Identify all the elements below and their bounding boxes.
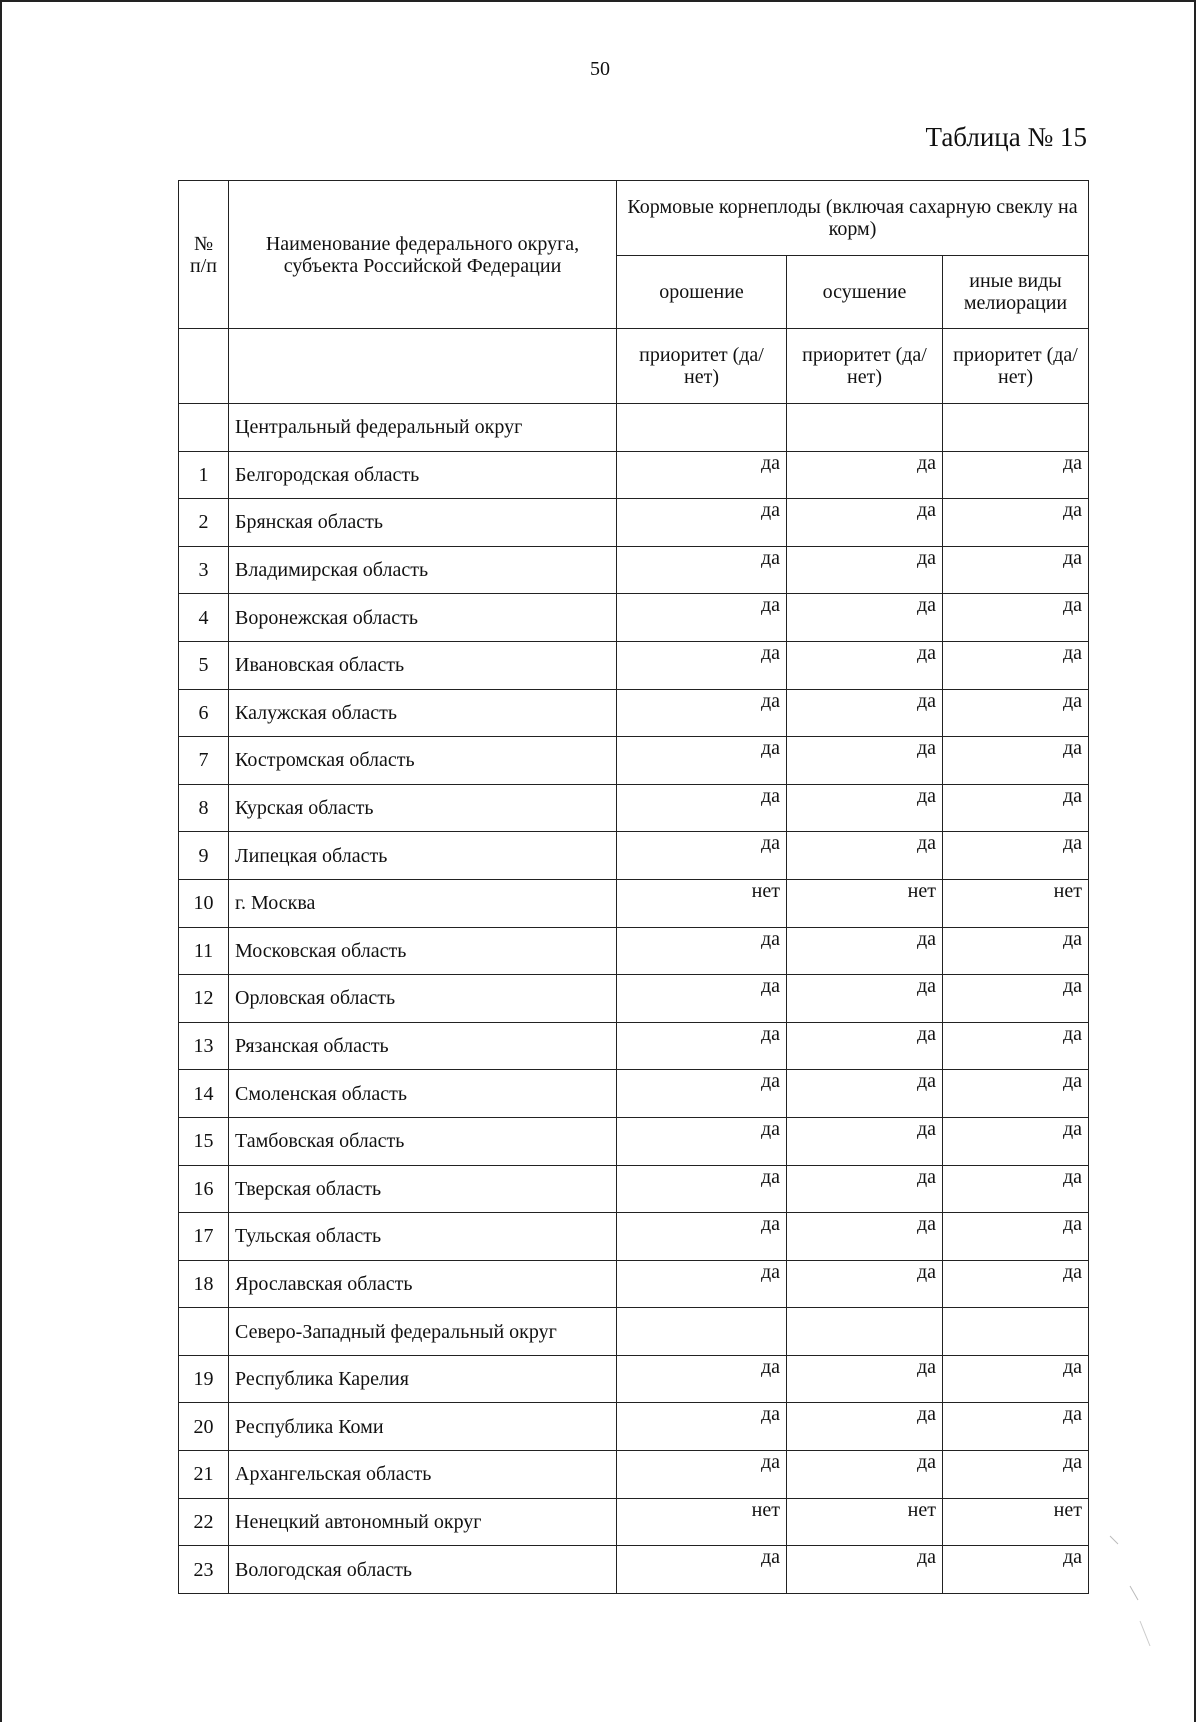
table-row (179, 689, 1089, 737)
drainage-priority: да (787, 1165, 943, 1213)
table-row (179, 927, 1089, 975)
drainage-priority: да (787, 1022, 943, 1070)
table-row (179, 1165, 1089, 1213)
irrigation-priority: да (617, 1213, 787, 1261)
subject-name: Тамбовская область (229, 1117, 617, 1165)
other-priority: да (943, 1403, 1089, 1451)
district-name: Северо-Западный федеральный округ (229, 1308, 617, 1356)
drainage-priority: да (787, 499, 943, 547)
drainage-priority: да (787, 737, 943, 785)
header-other: иные виды мелиорации (943, 256, 1089, 329)
other-priority: да (943, 1070, 1089, 1118)
other-priority: нет (943, 879, 1089, 927)
other-priority: да (943, 1213, 1089, 1261)
subject-name: Архангельская область (229, 1451, 617, 1499)
irrigation-priority: да (617, 499, 787, 547)
subject-name: г. Москва (229, 879, 617, 927)
other-priority: да (943, 1355, 1089, 1403)
row-number: 8 (179, 784, 229, 832)
table-row (179, 1117, 1089, 1165)
table-title: Таблица № 15 (925, 122, 1087, 152)
irrigation-priority: да (617, 1403, 787, 1451)
row-number: 23 (179, 1546, 229, 1594)
other-priority: да (943, 1165, 1089, 1213)
other-priority: да (943, 546, 1089, 594)
row-number: 20 (179, 1403, 229, 1451)
subject-name: Тульская область (229, 1213, 617, 1261)
header-group: Кормовые корнеплоды (включая сахарную свеклу на корм) (617, 181, 1089, 256)
other-priority: да (943, 499, 1089, 547)
subject-name: Ненецкий автономный округ (229, 1498, 617, 1546)
irrigation-priority: да (617, 784, 787, 832)
subject-name: Орловская область (229, 975, 617, 1023)
irrigation-priority: да (617, 832, 787, 880)
drainage-priority: да (787, 1546, 943, 1594)
header-drainage: осушение (787, 256, 943, 329)
other-priority: да (943, 689, 1089, 737)
irrigation-priority: да (617, 975, 787, 1023)
irrigation-priority: да (617, 1117, 787, 1165)
row-number: 11 (179, 927, 229, 975)
drainage-priority: да (787, 641, 943, 689)
subject-name: Воронежская область (229, 594, 617, 642)
district-row (179, 1308, 1089, 1356)
drainage-priority: да (787, 594, 943, 642)
header-name: Наименование федерального округа, субъекта Российской Федерации (229, 181, 617, 329)
district-empty-cell (943, 1308, 1089, 1356)
table-row (179, 546, 1089, 594)
drainage-priority: да (787, 1451, 943, 1499)
table-body (179, 404, 1089, 1594)
row-number: 5 (179, 641, 229, 689)
row-number: 12 (179, 975, 229, 1023)
other-priority: да (943, 641, 1089, 689)
subject-name: Владимирская область (229, 546, 617, 594)
table-row (179, 499, 1089, 547)
other-priority: да (943, 784, 1089, 832)
irrigation-priority: да (617, 641, 787, 689)
other-priority: да (943, 975, 1089, 1023)
header-priority: приоритет (да/нет) (787, 329, 943, 404)
drainage-priority: да (787, 784, 943, 832)
subject-name: Калужская область (229, 689, 617, 737)
irrigation-priority: да (617, 594, 787, 642)
row-number: 6 (179, 689, 229, 737)
table-row (179, 737, 1089, 785)
row-number: 4 (179, 594, 229, 642)
table-row (179, 1498, 1089, 1546)
table-row (179, 594, 1089, 642)
table-row (179, 1451, 1089, 1499)
table-row (179, 784, 1089, 832)
other-priority: да (943, 594, 1089, 642)
table-row (179, 975, 1089, 1023)
irrigation-priority: да (617, 1260, 787, 1308)
irrigation-priority: да (617, 689, 787, 737)
drainage-priority: да (787, 546, 943, 594)
other-priority: да (943, 1117, 1089, 1165)
header-priority: приоритет (да/нет) (943, 329, 1089, 404)
district-num-cell (179, 404, 229, 452)
table-row (179, 1022, 1089, 1070)
irrigation-priority: да (617, 546, 787, 594)
subject-name: Московская область (229, 927, 617, 975)
district-empty-cell (787, 1308, 943, 1356)
row-number: 9 (179, 832, 229, 880)
table-row (179, 451, 1089, 499)
drainage-priority: да (787, 1117, 943, 1165)
table-row (179, 832, 1089, 880)
district-row (179, 404, 1089, 452)
subject-name: Рязанская область (229, 1022, 617, 1070)
other-priority: да (943, 1260, 1089, 1308)
subject-name: Костромская область (229, 737, 617, 785)
district-name: Центральный федеральный округ (229, 404, 617, 452)
priority-table (178, 180, 1089, 1594)
row-number: 22 (179, 1498, 229, 1546)
header-num: № п/п (179, 181, 229, 329)
row-number: 15 (179, 1117, 229, 1165)
other-priority: да (943, 737, 1089, 785)
row-number: 16 (179, 1165, 229, 1213)
drainage-priority: нет (787, 879, 943, 927)
subject-name: Липецкая область (229, 832, 617, 880)
drainage-priority: да (787, 1070, 943, 1118)
irrigation-priority: да (617, 737, 787, 785)
irrigation-priority: да (617, 1355, 787, 1403)
table-row (179, 1213, 1089, 1261)
irrigation-priority: да (617, 1451, 787, 1499)
drainage-priority: да (787, 832, 943, 880)
scan-marks (1100, 1526, 1160, 1656)
irrigation-priority: да (617, 451, 787, 499)
row-number: 19 (179, 1355, 229, 1403)
row-number: 2 (179, 499, 229, 547)
drainage-priority: да (787, 689, 943, 737)
table-row (179, 1546, 1089, 1594)
subject-name: Белгородская область (229, 451, 617, 499)
row-number: 17 (179, 1213, 229, 1261)
table-row (179, 1070, 1089, 1118)
district-empty-cell (787, 404, 943, 452)
drainage-priority: да (787, 1260, 943, 1308)
header-irrigation: орошение (617, 256, 787, 329)
drainage-priority: да (787, 1403, 943, 1451)
table-row (179, 1355, 1089, 1403)
subject-name: Брянская область (229, 499, 617, 547)
other-priority: да (943, 832, 1089, 880)
irrigation-priority: нет (617, 1498, 787, 1546)
irrigation-priority: да (617, 1070, 787, 1118)
subject-name: Смоленская область (229, 1070, 617, 1118)
drainage-priority: нет (787, 1498, 943, 1546)
header-num-blank (179, 329, 229, 404)
other-priority: да (943, 1546, 1089, 1594)
subject-name: Республика Карелия (229, 1355, 617, 1403)
header-priority: приоритет (да/нет) (617, 329, 787, 404)
drainage-priority: да (787, 1355, 943, 1403)
row-number: 14 (179, 1070, 229, 1118)
row-number: 3 (179, 546, 229, 594)
irrigation-priority: да (617, 1546, 787, 1594)
table-row (179, 641, 1089, 689)
other-priority: да (943, 451, 1089, 499)
drainage-priority: да (787, 451, 943, 499)
row-number: 13 (179, 1022, 229, 1070)
irrigation-priority: да (617, 927, 787, 975)
subject-name: Тверская область (229, 1165, 617, 1213)
row-number: 10 (179, 879, 229, 927)
irrigation-priority: да (617, 1165, 787, 1213)
header-name-blank (229, 329, 617, 404)
district-empty-cell (617, 1308, 787, 1356)
other-priority: да (943, 1451, 1089, 1499)
drainage-priority: да (787, 927, 943, 975)
irrigation-priority: нет (617, 879, 787, 927)
row-number: 1 (179, 451, 229, 499)
table-row (179, 1260, 1089, 1308)
table-row (179, 879, 1089, 927)
district-num-cell (179, 1308, 229, 1356)
subject-name: Ярославская область (229, 1260, 617, 1308)
subject-name: Вологодская область (229, 1546, 617, 1594)
irrigation-priority: да (617, 1022, 787, 1070)
drainage-priority: да (787, 1213, 943, 1261)
subject-name: Республика Коми (229, 1403, 617, 1451)
row-number: 18 (179, 1260, 229, 1308)
district-empty-cell (617, 404, 787, 452)
subject-name: Ивановская область (229, 641, 617, 689)
other-priority: да (943, 927, 1089, 975)
table-row (179, 1403, 1089, 1451)
drainage-priority: да (787, 975, 943, 1023)
other-priority: да (943, 1022, 1089, 1070)
subject-name: Курская область (229, 784, 617, 832)
district-empty-cell (943, 404, 1089, 452)
other-priority: нет (943, 1498, 1089, 1546)
row-number: 21 (179, 1451, 229, 1499)
page-number: 50 (590, 58, 610, 80)
row-number: 7 (179, 737, 229, 785)
